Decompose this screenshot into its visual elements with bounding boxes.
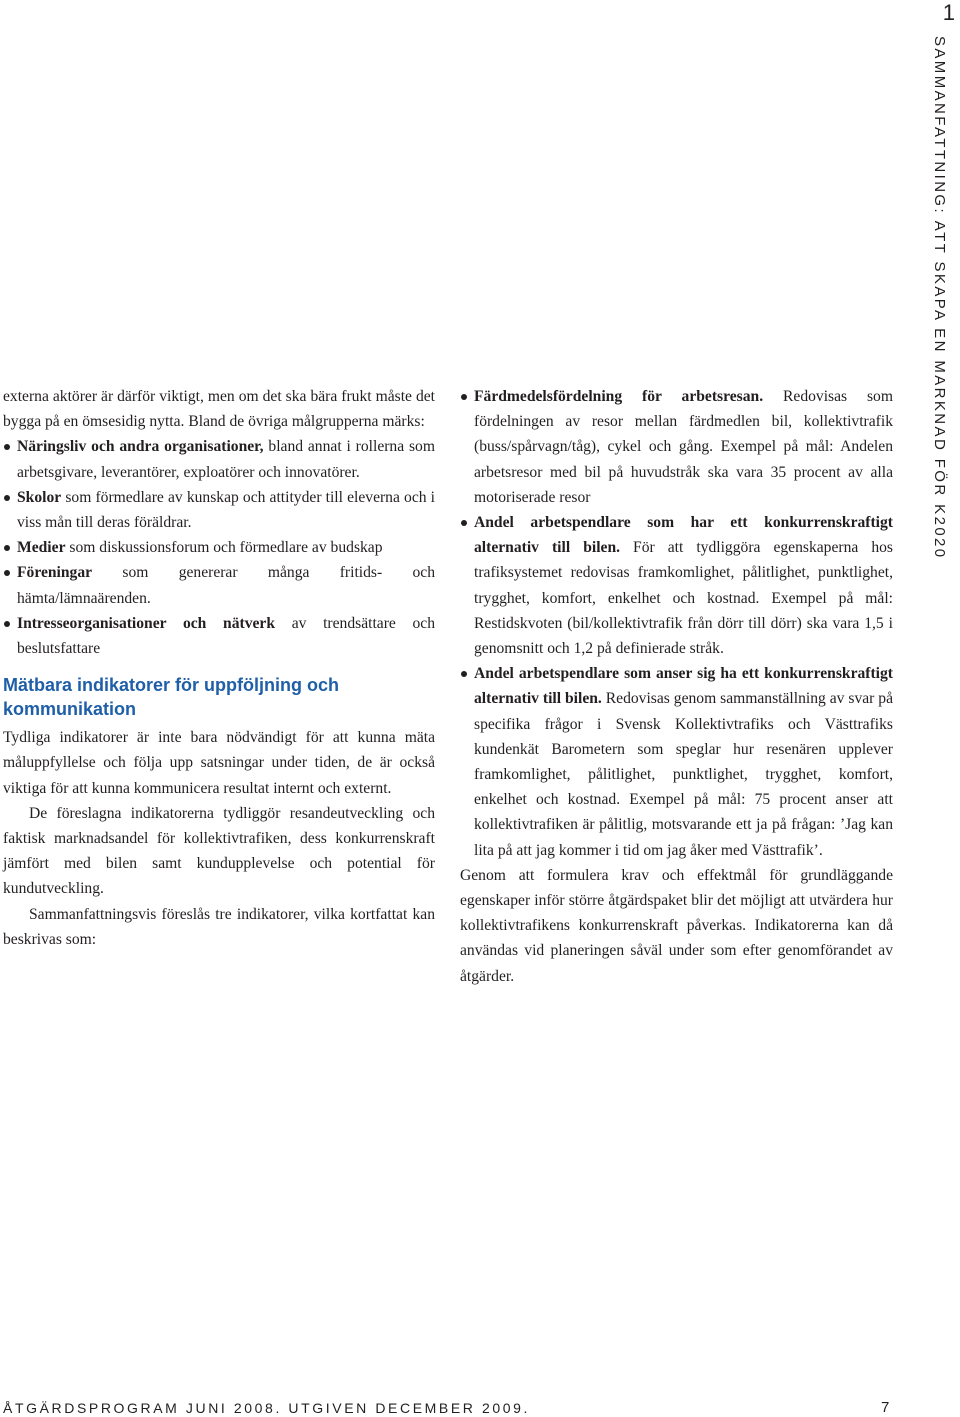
item-bold: Andel arbetspendlare som anser sig ha ett konkurrenskraftigt alternativ till bilen. xyxy=(474,665,893,708)
right-column xyxy=(460,384,893,989)
chapter-number: 1 xyxy=(942,0,955,25)
list-item xyxy=(3,535,435,560)
section-heading: Mätbara indikatorer för uppföljning och kommunikation xyxy=(3,675,340,720)
item-text: Redovisas som fördelningen av resor mellan färdmedlen bil, kollektivtrafik (buss/spårvagn/tåg), cykel och gång. Exempel på mål: Andelen arbetsresor med bil på huvudstråk ska vara 35 procent av alla motoriserade resor xyxy=(474,388,893,506)
left-column xyxy=(3,384,435,952)
body-paragraph: Tydliga indikatorer är inte bara nödvändigt för att kunna mäta måluppfyllelse och följa upp satsningar under tiden, de är också viktiga för att kunna kommunicera resultat internt och externt. xyxy=(3,729,435,797)
item-text: som genererar många fritids- och hämta/lämnaärenden. xyxy=(17,564,435,607)
list-item xyxy=(3,485,435,535)
list-item xyxy=(460,510,893,661)
list-item xyxy=(3,611,435,661)
indicator-list xyxy=(460,384,893,863)
list-item xyxy=(3,560,435,610)
item-bold: Näringsliv och andra organisationer, xyxy=(17,438,264,456)
item-bold: Skolor xyxy=(17,488,62,506)
page-number: 7 xyxy=(881,1399,890,1416)
footer-text: ÅTGÄRDSPROGRAM JUNI 2008. UTGIVEN DECEMBER 2009. xyxy=(3,1400,531,1416)
list-item xyxy=(460,384,893,510)
item-bold: Färdmedelsfördelning för arbetsresan. xyxy=(474,388,764,405)
body-paragraph: Sammanfattningsvis föreslås tre indikatorer, vilka kortfattat kan beskrivas som: xyxy=(3,905,435,948)
body-paragraph: Genom att formulera krav och effektmål för grundläggande egenskaper inför större åtgärdspaket blir det möjligt att utvärdera hur kollektivtrafikens konkurrenskraft påverkas. Indikatorerna kan då användas vid planeringen såväl under som efter genomförandet av åtgärder. xyxy=(460,866,893,985)
chapter-title-vertical: SAMMANFATTNING: ATT SKAPA EN MARKNAD FÖR K2020 xyxy=(931,36,948,560)
item-text: som diskussionsforum och förmedlare av budskap xyxy=(65,539,383,557)
item-text: Redovisas genom sammanställning av svar på specifika frågor i Svensk Kollektivtrafiks och Västtrafiks kundenkät Barometern som speglar hur resenären upplever framkomlighet, pålitlighet, punktlighet, trygghet, komfort, enkelhet och kostnad. Exempel på mål: 75 procent anser att kollektivtrafiken är pålitlig, motsvarande ett ja på frågan: ’Jag kan lita på att jag kommer i tid om jag åker med Västtrafik’. xyxy=(474,690,893,859)
item-bold: Andel arbetspendlare som har ett konkurrenskraftigt alternativ till bilen. xyxy=(474,514,893,557)
item-bold: Intresseorganisationer och nätverk xyxy=(17,614,276,632)
body-paragraph: De föreslagna indikatorerna tydliggör resandeutveckling och faktisk marknadsandel för kollektivtrafiken, dess konkurrenskraft jämfört med bilen samt kundupplevelse och potential för kundutveckling. xyxy=(3,804,435,898)
list-item xyxy=(460,661,893,863)
item-text: som förmedlare av kunskap och attityder till eleverna och i viss mån till deras föräldrar. xyxy=(17,488,435,532)
target-group-list xyxy=(3,434,435,661)
item-text: av trendsättare och beslutsfattare xyxy=(17,614,435,658)
item-bold: Föreningar xyxy=(17,564,93,582)
list-item xyxy=(3,434,435,484)
item-bold: Medier xyxy=(17,539,66,557)
intro-paragraph: externa aktörer är därför viktigt, men om det ska bära frukt måste det bygga på en ömsesidig nytta. Bland de övriga målgrupperna märks: xyxy=(3,388,435,431)
item-text: bland annat i rollerna som arbetsgivare, leverantörer, exploatörer och innovatörer. xyxy=(17,438,435,481)
item-text: För att tydliggöra egenskaperna hos trafiksystemet redovisas framkomlighet, pålitlighet, punktlighet, trygghet, komfort, enkelhet och kostnad. Exempel på mål: Restidskvoten (bil/kollektivtrafik från dörr till dörr) ska vara 1,5 i genomsnitt och 1,2 på definierade stråk. xyxy=(474,539,893,658)
